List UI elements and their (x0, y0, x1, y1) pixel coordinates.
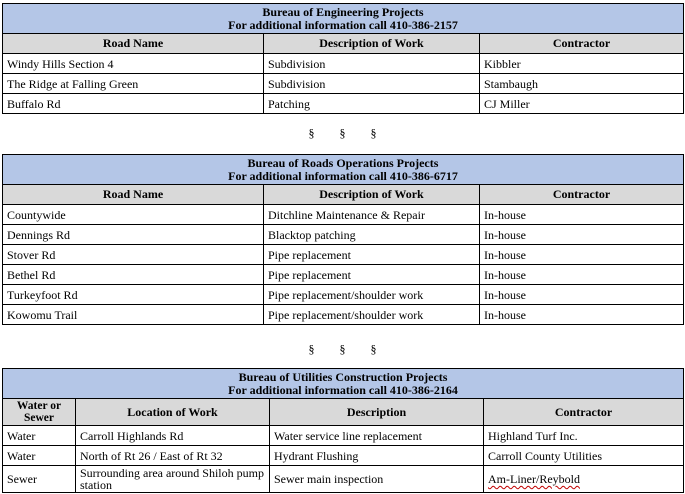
road-name-cell: Windy Hills Section 4 (3, 54, 264, 74)
water-or-sewer-cell: Water (3, 446, 76, 466)
roads-phone: For additional information call 410-386-6717 (228, 169, 458, 183)
road-name-cell: Kowomu Trail (3, 305, 264, 325)
water-or-sewer-cell: Water (3, 426, 76, 446)
utilities-title-cell (3, 369, 684, 399)
contractor-cell: In-house (480, 265, 684, 285)
contractor-cell: Carroll County Utilities (484, 446, 684, 466)
location-cell: Surrounding area around Shiloh pump station (76, 466, 270, 493)
column-header: Water or Sewer (3, 399, 76, 426)
roads-title-cell (3, 155, 684, 185)
section-separator (0, 342, 685, 357)
table-row (3, 54, 684, 74)
section-mark: § (370, 126, 377, 140)
column-header: Road Name (3, 34, 264, 54)
contractor-cell: Kibbler (480, 54, 684, 74)
description-cell: Pipe replacement (264, 265, 480, 285)
description-cell: Patching (264, 94, 480, 114)
road-name-cell: Countywide (3, 205, 264, 225)
table-row (3, 94, 684, 114)
description-cell: Blacktop patching (264, 225, 480, 245)
column-header: Road Name (3, 185, 264, 205)
contractor-cell: In-house (480, 225, 684, 245)
description-cell: Subdivision (264, 74, 480, 94)
contractor-cell: In-house (480, 245, 684, 265)
description-cell: Water service line replacement (270, 426, 484, 446)
column-header: Contractor (480, 185, 684, 205)
road-name-cell: Stover Rd (3, 245, 264, 265)
table-row (3, 446, 684, 466)
contractor-cell: In-house (480, 205, 684, 225)
section-mark: § (308, 126, 315, 140)
table-row (3, 74, 684, 94)
utilities-title: Bureau of Utilities Construction Projects (238, 370, 448, 384)
section-mark: § (339, 342, 346, 356)
description-cell: Pipe replacement/shoulder work (264, 305, 480, 325)
location-cell: Carroll Highlands Rd (76, 426, 270, 446)
description-cell: Hydrant Flushing (270, 446, 484, 466)
section-mark: § (370, 342, 377, 356)
section-mark: § (308, 342, 315, 356)
table-row (3, 305, 684, 325)
contractor-cell: In-house (480, 285, 684, 305)
column-header: Description of Work (264, 34, 480, 54)
engineering-title-cell (3, 4, 684, 34)
water-or-sewer-cell: Sewer (3, 466, 76, 493)
utilities-construction-table (2, 368, 684, 493)
contractor-cell: In-house (480, 305, 684, 325)
section-separator (0, 126, 685, 141)
road-name-cell: Buffalo Rd (3, 94, 264, 114)
description-cell: Ditchline Maintenance & Repair (264, 205, 480, 225)
table-row (3, 265, 684, 285)
road-name-cell: Bethel Rd (3, 265, 264, 285)
table-row (3, 205, 684, 225)
contractor-cell (484, 466, 684, 493)
table-row (3, 466, 684, 493)
road-name-cell: Dennings Rd (3, 225, 264, 245)
column-header: Contractor (484, 399, 684, 426)
engineering-title: Bureau of Engineering Projects (262, 5, 424, 19)
road-name-cell: Turkeyfoot Rd (3, 285, 264, 305)
description-cell: Sewer main inspection (270, 466, 484, 493)
column-header: Description (270, 399, 484, 426)
engineering-projects-table (2, 3, 684, 114)
roads-title: Bureau of Roads Operations Projects (247, 156, 439, 170)
description-cell: Pipe replacement (264, 245, 480, 265)
contractor-cell: Highland Turf Inc. (484, 426, 684, 446)
utilities-phone: For additional information call 410-386-2164 (228, 383, 458, 397)
contractor-text: Am-Liner/Reybold (488, 472, 580, 486)
contractor-cell: Stambaugh (480, 74, 684, 94)
table-row (3, 225, 684, 245)
column-header: Description of Work (264, 185, 480, 205)
column-header: Contractor (480, 34, 684, 54)
column-header: Location of Work (76, 399, 270, 426)
description-cell: Subdivision (264, 54, 480, 74)
description-cell: Pipe replacement/shoulder work (264, 285, 480, 305)
engineering-phone: For additional information call 410-386-2157 (228, 18, 458, 32)
table-row (3, 245, 684, 265)
contractor-cell: CJ Miller (480, 94, 684, 114)
table-row (3, 426, 684, 446)
roads-operations-table (2, 154, 684, 325)
table-row (3, 285, 684, 305)
road-name-cell: The Ridge at Falling Green (3, 74, 264, 94)
section-mark: § (339, 126, 346, 140)
location-cell: North of Rt 26 / East of Rt 32 (76, 446, 270, 466)
